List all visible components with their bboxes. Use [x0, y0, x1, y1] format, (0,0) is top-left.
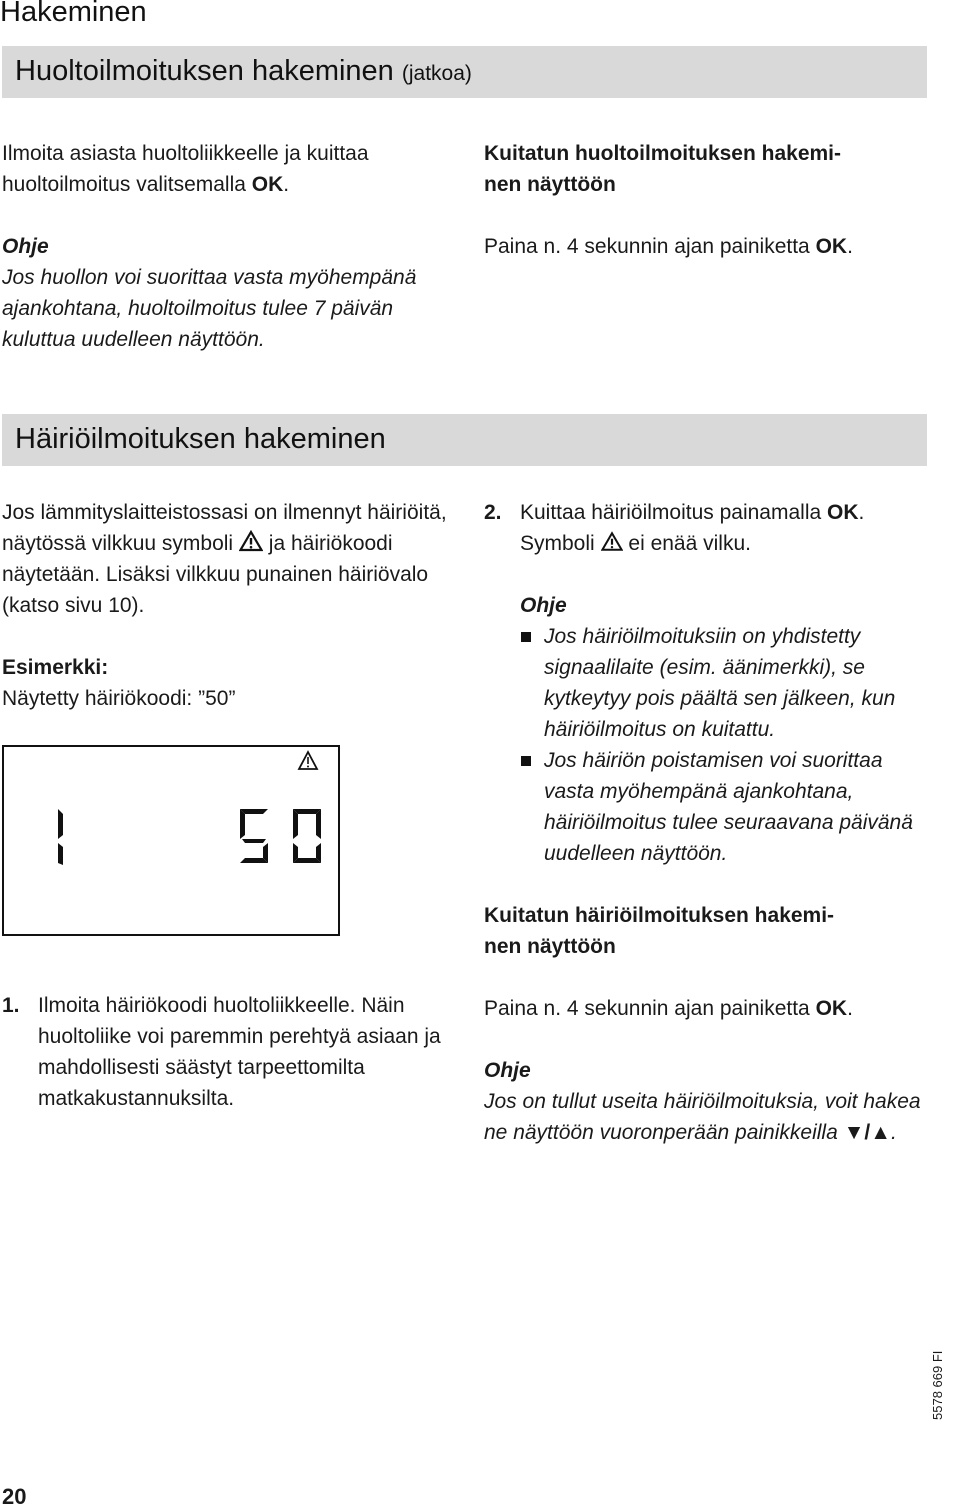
- step-number: 1.: [2, 994, 20, 1017]
- note-label: Ohje: [484, 1059, 531, 1082]
- lcd-digit-1: [58, 809, 63, 865]
- lcd-digit-0: [293, 809, 321, 863]
- step-2: [484, 497, 934, 869]
- press-instruction: Paina n. 4 sekunnin ajan painiketta OK.: [484, 235, 853, 258]
- note-bullet: Jos häiriön poistamisen voi suorittaa vasta myöhempänä ajankohtana, häiriöilmoitus tulee seuraavana päivänä uudelleen näyttöön.: [520, 745, 934, 869]
- service-left-column: [2, 138, 452, 355]
- subheading-line2: nen näyttöön: [484, 173, 616, 196]
- document-code: 5578 669 FI: [930, 1350, 945, 1420]
- bullet-square-icon: [521, 756, 531, 766]
- warning-triangle-icon: [239, 530, 263, 552]
- arrow-keys-icon: ▼/▲: [843, 1121, 891, 1144]
- warning-triangle-icon: [299, 752, 317, 769]
- step-text: Kuittaa häiriöilmoitus painamalla OK. Symboli ei enää vilku.: [520, 501, 865, 555]
- section-header-service: [2, 46, 927, 98]
- section-title: Huoltoilmoituksen hakeminen: [15, 55, 394, 87]
- service-right-column: [484, 138, 934, 262]
- chapter-title: Hakeminen: [0, 0, 147, 28]
- note-text: Jos on tullut useita häiriöilmoituksia, voit hakea ne näyttöön vuoronperään painikkeilla ▼/▲.: [484, 1090, 921, 1144]
- note-label: Ohje: [520, 594, 567, 617]
- bullet-square-icon: [521, 632, 531, 642]
- section-title: Häiriöilmoituksen hakeminen: [15, 423, 386, 455]
- section-title-suffix: (jatkoa): [401, 62, 472, 85]
- subheading-line2: nen näyttöön: [484, 935, 616, 958]
- warning-triangle-icon: [601, 531, 623, 552]
- page-number: 20: [2, 1484, 27, 1509]
- note-bullet: Jos häiriöilmoituksiin on yhdistetty signaalilaite (esim. äänimerkki), se kytkeytyy pois päältä sen jälkeen, kun häiriöilmoitus on kuitattu.: [520, 621, 934, 745]
- step-1: [2, 990, 488, 1114]
- fault-left-column: [2, 497, 452, 714]
- step-text: Ilmoita häiriökoodi huoltoliikkeelle. Näin huoltoliike voi paremmin perehtyä asiaan ja mahdollisesti säästyt tarpeettomilta matkakustannuksilta.: [38, 994, 441, 1110]
- lcd-display: [2, 745, 340, 936]
- subheading-line1: Kuitatun huoltoilmoituksen hakemi-: [484, 142, 842, 165]
- example-text: Näytetty häiriökoodi: ”50”: [2, 687, 236, 710]
- step-number: 2.: [484, 501, 502, 524]
- lcd-digit-5: [240, 809, 268, 863]
- press-instruction: Paina n. 4 sekunnin ajan painiketta OK.: [484, 997, 853, 1020]
- note-label: Ohje: [2, 235, 49, 258]
- section-header-fault: [2, 414, 927, 466]
- note-text: Jos huollon voi suorittaa vasta myöhempänä ajankohtana, huoltoilmoitus tulee 7 päivän kuluttua uudelleen näyttöön.: [2, 266, 417, 351]
- service-instruction: Ilmoita asiasta huoltoliikkeelle ja kuittaa huoltoilmoitus valitsemalla OK.: [2, 142, 369, 196]
- fault-intro: Jos lämmityslaitteistossasi on ilmennyt häiriöitä, näytössä vilkkuu symboli ja häiriökoodi näytetään. Lisäksi vilkkuu punainen häiriövalo (katso sivu 10).: [2, 501, 447, 617]
- fault-right-column: [484, 497, 934, 1148]
- example-label: Esimerkki:: [2, 656, 109, 679]
- subheading-line1: Kuitatun häiriöilmoituksen hakemi-: [484, 904, 835, 927]
